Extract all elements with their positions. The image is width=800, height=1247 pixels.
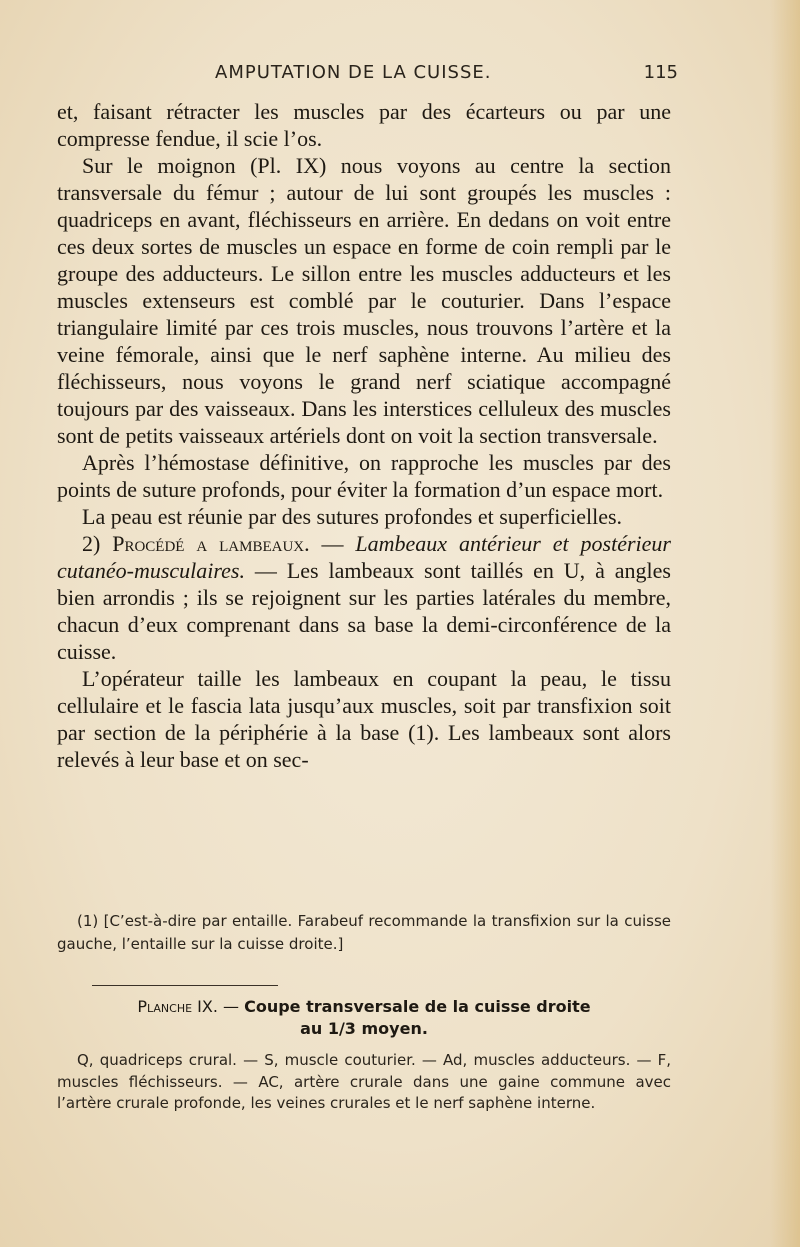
plate-title-line-1	[57, 996, 671, 1018]
paragraph-5	[57, 530, 671, 665]
plate-caption-title	[57, 996, 671, 1040]
plate-legend-text: Q, quadriceps crural. — S, muscle couturier. — Ad, muscles adducteurs. — F, muscles fléchisseurs. — AC, artère crurale dans une gaine commune avec l’artère crurale profonde, les veines crurales et le nerf saphène interne.	[57, 1051, 671, 1112]
procedure-subtitle: Lambeaux antérieur et postérieur cutanéo-musculaires.	[57, 531, 671, 583]
paragraph-2: Sur le moignon (Pl. IX) nous voyons au centre la section transversale du fémur ; autour de lui sont groupés les muscles : quadriceps en avant, fléchisseurs en arrière. En dedans on voit entre ces deux sortes de muscles un espace en forme de coin rempli par le groupe des adducteurs. Le sillon entre les muscles adducteurs et les muscles extenseurs est comblé par le couturier. Dans l’espace triangulaire limité par ces trois muscles, nous trouvons l’artère et la veine fémorale, ainsi que le nerf saphène interne. Au milieu des fléchisseurs, nous voyons le grand nerf sciatique accompagné toujours par des vaisseaux. Dans les interstices celluleux des muscles sont de petits vaisseaux artériels dont on voit la section transversale.	[57, 153, 671, 448]
plate-title-line-2: au 1/3 moyen.	[300, 1019, 428, 1038]
page-edge-shadow	[770, 0, 800, 1247]
body-text	[57, 98, 671, 773]
plate-dash: —	[217, 997, 245, 1016]
procedure-dash: —	[309, 531, 356, 556]
footnote	[57, 910, 671, 956]
separator-rule	[92, 985, 278, 986]
procedure-number: 2)	[82, 531, 101, 556]
plate-legend	[57, 1050, 671, 1115]
paragraph-3: Après l’hémostase définitive, on rapproche les muscles par des points de suture profonds, pour éviter la formation d’un espace mort.	[57, 450, 671, 502]
paragraph-6: L’opérateur taille les lambeaux en coupant la peau, le tissu cellulaire et le fascia lata jusqu’aux muscles, soit par transfixion soit par section de la périphérie à la base (1). Les lambeaux sont alors relevés à leur base et on sec-	[57, 666, 671, 772]
procedure-heading: Procédé a lambeaux.	[112, 531, 310, 556]
page-header	[60, 58, 682, 88]
paragraph-4: La peau est réunie par des sutures profondes et superficielles.	[82, 504, 623, 529]
page-number: 115	[643, 62, 678, 83]
footnote-text: (1) [C’est-à-dire par entaille. Farabeuf recommande la transfixion sur la cuisse gauche, l’entaille sur la cuisse droite.]	[57, 912, 671, 953]
procedure-text: — Les lambeaux sont taillés en U, à angles bien arrondis ; ils se rejoignent sur les parties latérales du membre, chacun d’eux comprenant dans sa base la demi-circonférence de la cuisse.	[57, 558, 671, 664]
running-title: AMPUTATION DE LA CUISSE.	[215, 62, 492, 83]
paragraph-1: et, faisant rétracter les muscles par des écarteurs ou par une compresse fendue, il scie l’os.	[57, 99, 671, 151]
plate-label: Planche IX.	[137, 997, 218, 1016]
plate-title-text: Coupe transversale de la cuisse droite	[244, 997, 591, 1016]
